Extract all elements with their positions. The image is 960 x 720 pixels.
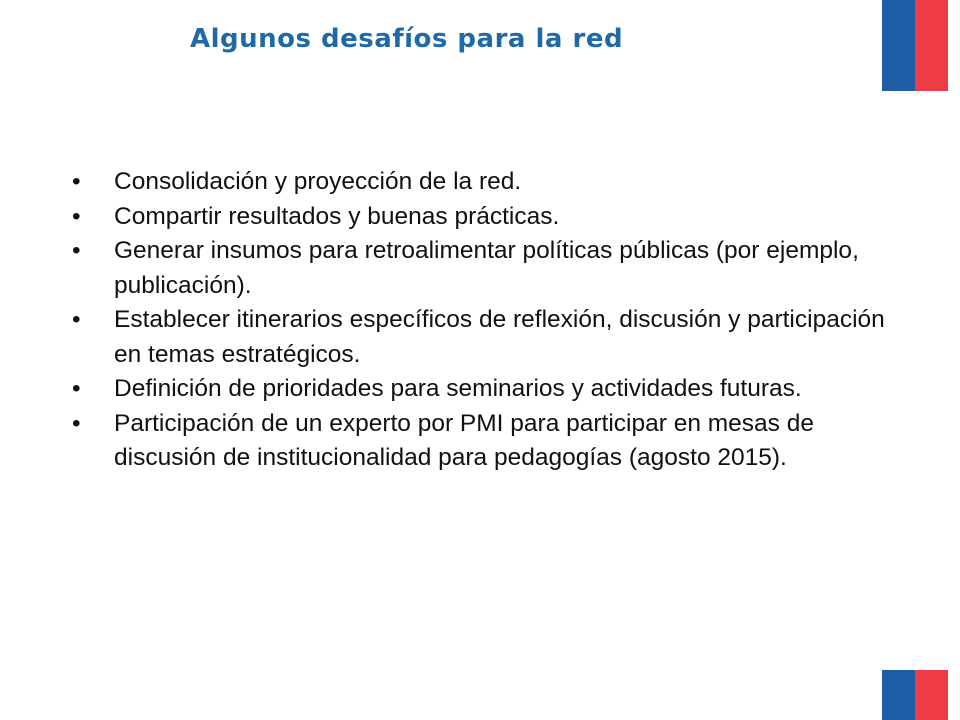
bullet-item [72,200,892,235]
bullet-item [72,407,892,476]
bullet-list [72,165,892,476]
bullet-dot: • [72,237,81,264]
bullet-text: Definición de prioridades para seminarios y actividades futuras. [114,375,802,402]
bullet-text: Consolidación y proyección de la red. [114,168,522,195]
bullet-dot: • [72,202,81,230]
slide-title: Algunos desafíos para la red [190,24,624,54]
bullet-item [72,303,892,372]
bullet-item [72,165,892,200]
bullet-dot: • [72,375,81,402]
bullet-text: Participación de un experto por PMI para participar en mesas de discusión de institucionalidad para pedagogías (agosto 2015). [114,409,814,471]
bullet-dot: • [72,306,81,333]
bullet-text: Compartir resultados y buenas prácticas. [114,202,560,230]
flag-blue-band [882,0,915,91]
bullet-text: Generar insumos para retroalimentar políticas públicas (por ejemplo, publicación). [114,237,859,299]
flag-red-band [915,0,948,91]
bullet-dot: • [72,409,81,437]
bullet-item [72,234,892,303]
bullet-item [72,372,892,407]
bullet-text: Establecer itinerarios específicos de reflexión, discusión y participación en temas estratégicos. [114,306,885,368]
flag-blue-band [882,670,915,720]
flag-stripe-bottom [882,670,948,720]
bullet-dot: • [72,168,81,195]
flag-red-band [915,670,948,720]
flag-stripe-top [882,0,948,91]
